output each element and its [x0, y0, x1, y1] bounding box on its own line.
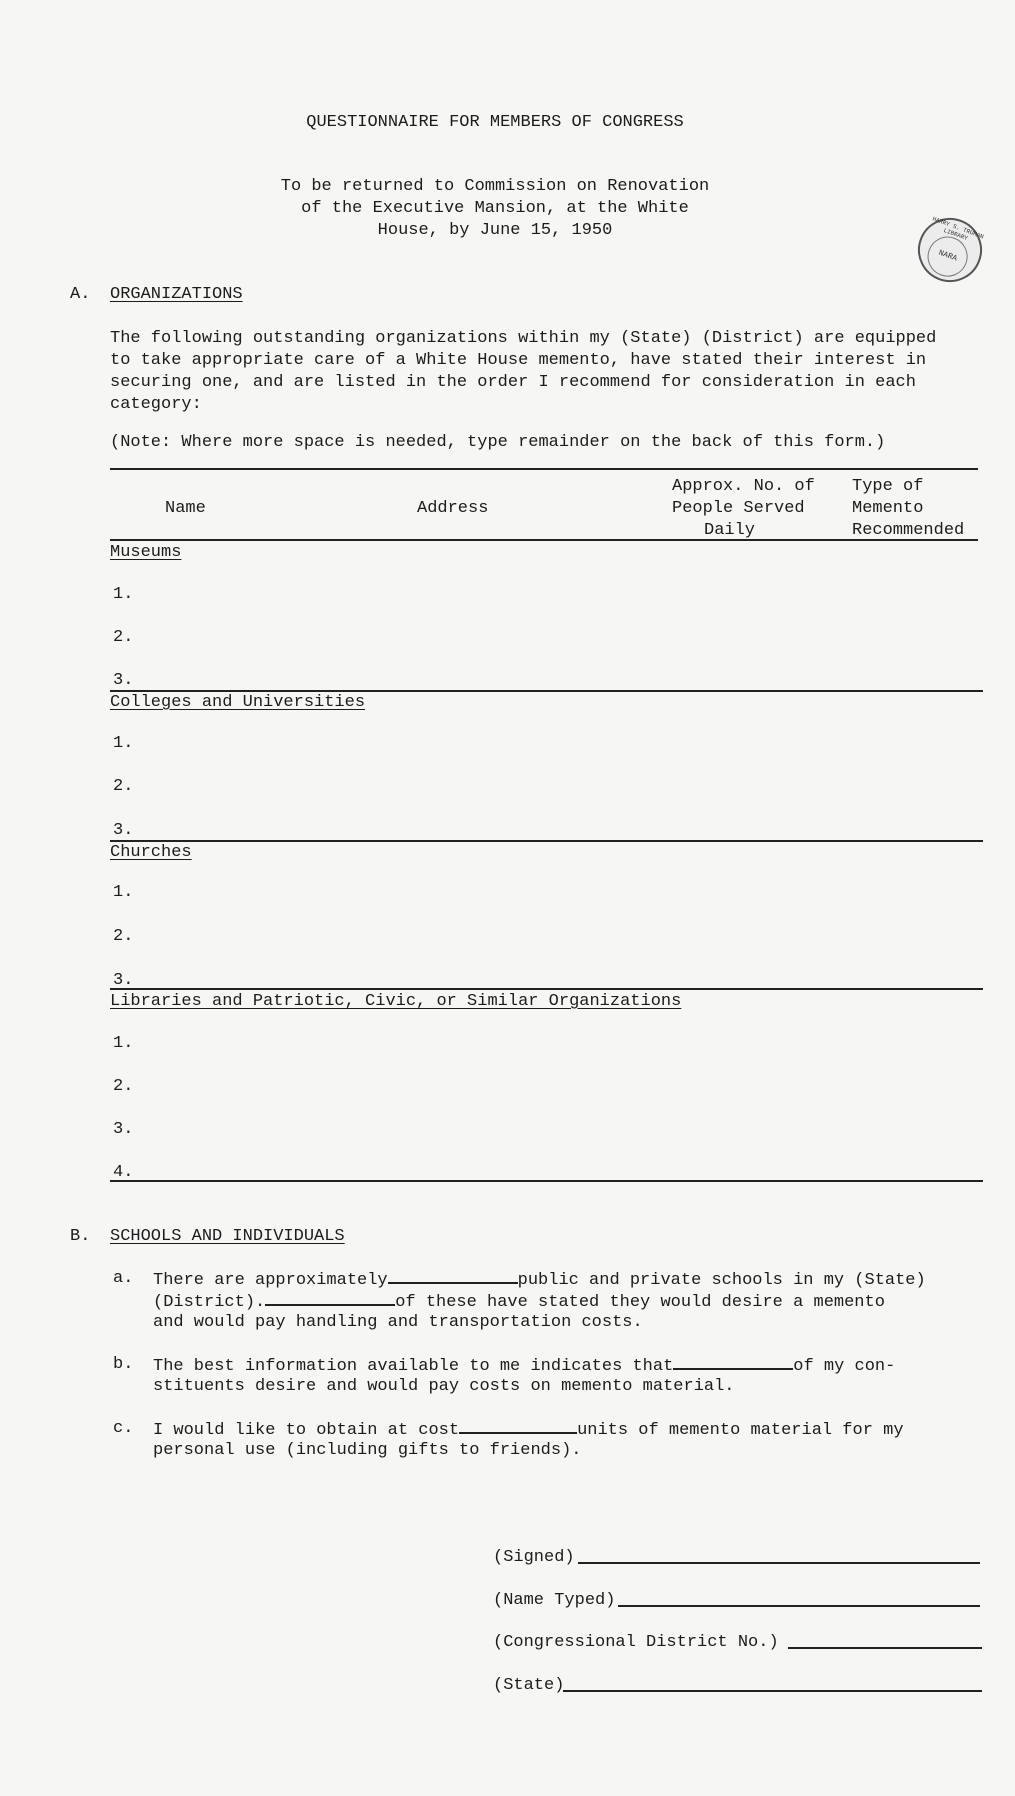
- item-b-letter: b.: [113, 1355, 134, 1374]
- category-libraries: Libraries and Patriotic, Civic, or Similar Organizations: [110, 992, 682, 1011]
- list-item: 3.: [113, 671, 134, 690]
- item-a-text-4: of these have stated they would desire a memento: [395, 1293, 885, 1312]
- instructions-line-1: To be returned to Commission on Renovation: [280, 177, 710, 196]
- item-a-text-3: (District).: [153, 1293, 266, 1312]
- stamp-center-text: NARA: [937, 248, 959, 264]
- column-people-1: Approx. No. of: [672, 477, 815, 496]
- churches-end-rule: [110, 988, 983, 990]
- column-name: Name: [165, 499, 206, 518]
- list-item: 1.: [113, 585, 134, 604]
- state-label: (State): [493, 1676, 565, 1695]
- item-c-text-2: units of memento material for my: [577, 1421, 904, 1440]
- signed-label: (Signed): [493, 1548, 575, 1567]
- list-item: 3.: [113, 821, 134, 840]
- list-item: 3.: [113, 971, 134, 990]
- category-museums: Museums: [110, 543, 182, 562]
- signed-line[interactable]: [578, 1562, 980, 1564]
- column-people-2: People Served: [672, 499, 805, 518]
- list-item: 2.: [113, 777, 134, 796]
- item-c-letter: c.: [113, 1419, 134, 1438]
- district-label: (Congressional District No.): [493, 1633, 779, 1652]
- state-line[interactable]: [563, 1690, 982, 1692]
- units-count-blank[interactable]: [459, 1418, 577, 1434]
- constituents-count-blank[interactable]: [673, 1354, 793, 1370]
- list-item: 1.: [113, 883, 134, 902]
- list-item: 3.: [113, 1120, 134, 1139]
- section-a-intro-1: The following outstanding organizations within my (State) (District) are equipped: [110, 329, 937, 348]
- instructions-line-2: of the Executive Mansion, at the White: [301, 199, 689, 218]
- list-item: 2.: [113, 628, 134, 647]
- section-a-intro-2: to take appropriate care of a White House memento, have stated their interest in: [110, 351, 927, 370]
- category-colleges: Colleges and Universities: [110, 693, 366, 712]
- section-a-note: (Note: Where more space is needed, type remainder on the back of this form.): [110, 433, 886, 452]
- colleges-end-rule: [110, 840, 983, 842]
- section-a-letter: A.: [70, 285, 91, 304]
- form-title: QUESTIONNAIRE FOR MEMBERS OF CONGRESS: [306, 113, 684, 132]
- list-item: 2.: [113, 927, 134, 946]
- item-c-line-2: personal use (including gifts to friends).: [153, 1441, 582, 1460]
- category-churches: Churches: [110, 843, 192, 862]
- section-a-intro-4: category:: [110, 395, 202, 414]
- list-item: 2.: [113, 1077, 134, 1096]
- section-b-heading: SCHOOLS AND INDIVIDUALS: [110, 1227, 345, 1246]
- item-a-line-3: and would pay handling and transportation costs.: [153, 1313, 643, 1332]
- stamp-ring-text: HARRY S. TRUMAN LIBRARY: [931, 215, 985, 243]
- item-b-line-2: stituents desire and would pay costs on memento material.: [153, 1377, 735, 1396]
- item-a-line-2: [153, 1290, 885, 1314]
- section-a-intro-3: securing one, and are listed in the order I recommend for consideration in each: [110, 373, 916, 392]
- schools-count-blank[interactable]: [388, 1268, 518, 1284]
- table-header-rule: [110, 539, 978, 541]
- item-b-line-1: [153, 1354, 895, 1378]
- instructions-line-3: House, by June 15, 1950: [377, 221, 613, 240]
- item-a-text-1: There are approximately: [153, 1271, 388, 1290]
- schools-desiring-blank[interactable]: [265, 1290, 395, 1306]
- list-item: 4.: [113, 1163, 134, 1182]
- item-b-text-2: of my con-: [793, 1357, 896, 1376]
- name-typed-label: (Name Typed): [493, 1591, 616, 1610]
- name-typed-line[interactable]: [618, 1605, 980, 1607]
- list-item: 1.: [113, 1034, 134, 1053]
- item-a-letter: a.: [113, 1269, 134, 1288]
- column-address: Address: [417, 499, 489, 518]
- item-a-text-2: public and private schools in my (State): [517, 1271, 926, 1290]
- item-b-text-1: The best information available to me indicates that: [153, 1357, 674, 1376]
- column-type-3: Recommended: [852, 521, 965, 540]
- libraries-end-rule: [110, 1180, 983, 1182]
- table-top-rule: [110, 468, 978, 470]
- column-people-3: Daily: [704, 521, 756, 540]
- item-a-line-1: [153, 1268, 926, 1292]
- district-line[interactable]: [788, 1647, 982, 1649]
- column-type-2: Memento: [852, 499, 924, 518]
- column-type-1: Type of: [852, 477, 924, 496]
- section-b-letter: B.: [70, 1227, 91, 1246]
- list-item: 1.: [113, 734, 134, 753]
- item-c-text-1: I would like to obtain at cost: [153, 1421, 460, 1440]
- section-a-heading: ORGANIZATIONS: [110, 285, 243, 304]
- item-c-line-1: [153, 1418, 904, 1442]
